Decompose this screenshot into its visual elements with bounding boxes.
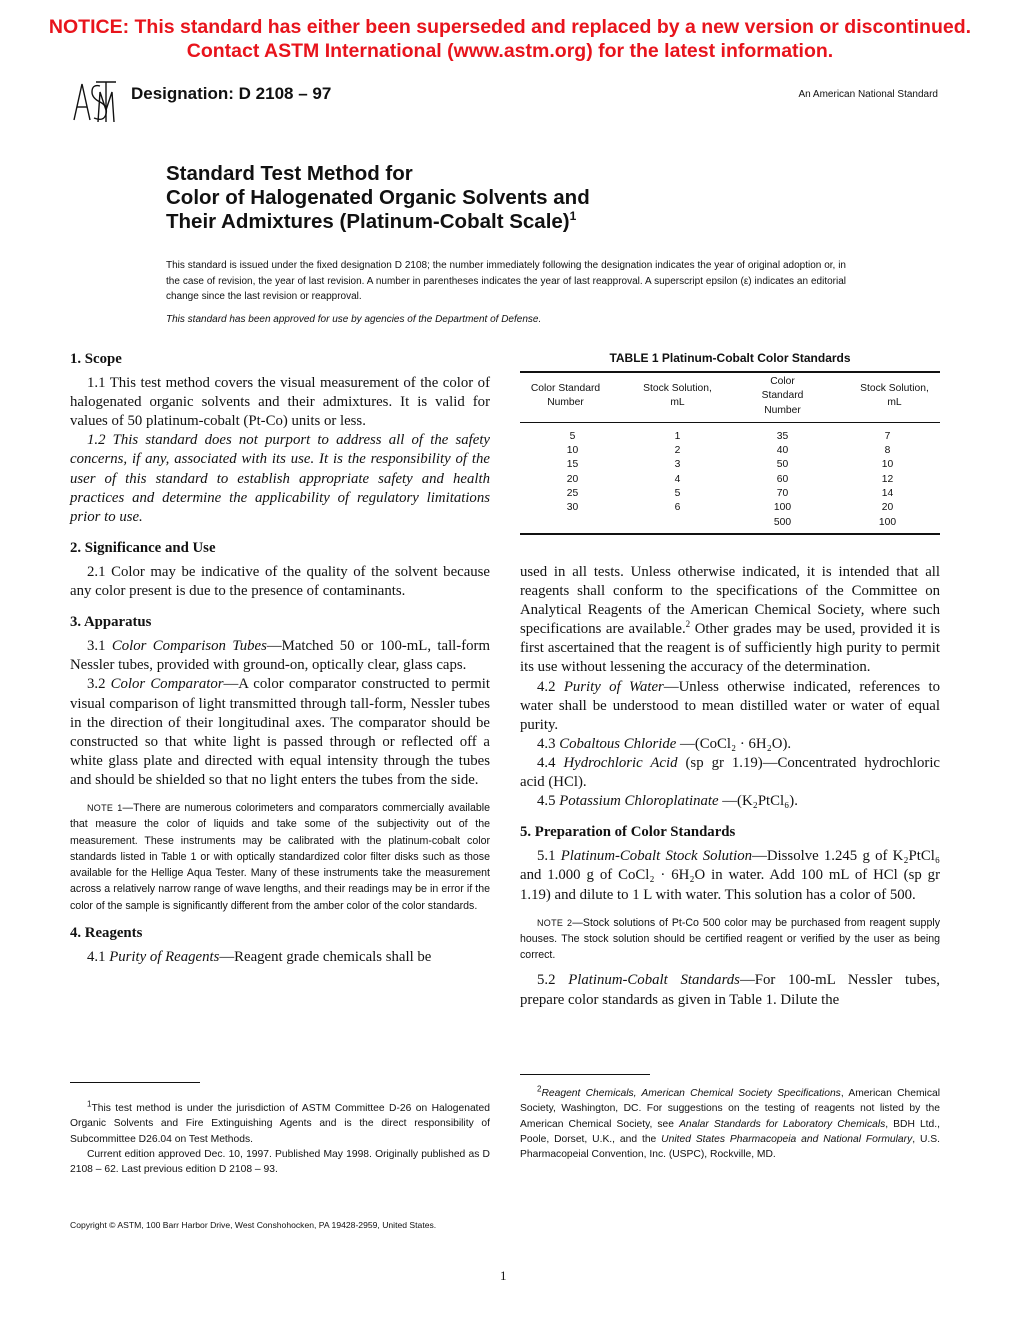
table-cell: 3 <box>674 459 681 471</box>
table-row <box>520 422 940 444</box>
page-number: 1 <box>500 1268 507 1283</box>
paragraph-4-5-term: Potassium Chloroplatinate <box>559 793 719 810</box>
title-line-3-text: Their Admixtures (Platinum-Cobalt Scale) <box>166 210 570 233</box>
table-cell: 20 <box>881 502 894 514</box>
table-row <box>520 473 940 487</box>
footnote-2-text-2: , BDH Ltd., Poole, Dorset, U.K., and the <box>520 1118 940 1145</box>
paragraph-5-2-number: 5.2 <box>537 972 569 989</box>
paragraph-3-1-text: —Matched 50 or 100-mL, tall-form Nessler tubes, provided with ground-on, optically clear, glass caps. <box>70 638 490 674</box>
paragraph-5-1 <box>520 847 940 904</box>
table-cell: 20 <box>566 473 579 485</box>
footnote-1 <box>70 1101 490 1177</box>
footnote-2-text-1: , American Chemical Society, Washington, DC. For suggestions on the testing of reagents not listed by the American Chemical Society, see <box>520 1088 941 1130</box>
paragraph-4-3 <box>520 735 940 754</box>
notice-line-1: NOTICE: This standard has either been superseded and replaced by a new version or discontinued. <box>48 16 972 38</box>
note-2 <box>520 915 940 964</box>
document-title <box>166 162 786 234</box>
note-1-label: NOTE 1 <box>87 802 123 813</box>
table-cell: 6 <box>674 502 681 514</box>
table-cell: 30 <box>566 502 579 514</box>
paragraph-5-2 <box>520 971 940 1009</box>
table-1 <box>520 371 940 535</box>
table-cell: 35 <box>776 430 789 442</box>
paragraph-4-2-term: Purity of Water <box>563 678 664 695</box>
paragraph-4-1-continued-text-a: used in all tests. Unless otherwise indicated, it is intended that all reagents shall conform to the specifications of the Committee on Analytical Reagents of the American Chemical Society, where such specifications are available. <box>520 564 940 638</box>
section-reagents-heading: 4. Reagents <box>70 925 143 942</box>
footnote-rule-left <box>70 1082 200 1083</box>
paragraph-4-2-text: —Unless otherwise indicated, references to water shall be understood to mean distilled water or water of equal purity. <box>520 678 940 733</box>
footnote-2-italic-3: United States Pharmacopeia and National Formulary <box>661 1133 913 1145</box>
table-header-cell: Stock Solution, mL <box>835 372 940 422</box>
table-cell: 10 <box>566 445 579 457</box>
title-line-1: Standard Test Method for <box>166 162 413 185</box>
table-cell: 500 <box>730 516 835 534</box>
table-cell: 70 <box>776 488 789 500</box>
paragraph-1-2: 1.2 This standard does not purport to address all of the safety concerns, if any, associated with its use. It is the responsibility of the user of this standard to establish appropriate safety and health practices and determine the applicability of regulatory limitations prior to use. <box>70 432 490 525</box>
table-1-title: TABLE 1 Platinum-Cobalt Color Standards <box>609 351 851 365</box>
paragraph-3-1 <box>70 637 490 675</box>
section-apparatus-heading: 3. Apparatus <box>70 614 152 631</box>
paragraph-1-1: 1.1 This test method covers the visual measurement of the color of halogenated organic solvents and their admixtures. It is valid for values of 50 platinum-cobalt (Pt-Co) units or less. <box>70 375 490 430</box>
paragraph-4-1-term: Purity of Reagents <box>109 949 220 966</box>
section-preparation-heading: 5. Preparation of Color Standards <box>520 824 736 841</box>
table-cell <box>520 516 625 534</box>
footnote-rule-right <box>520 1074 650 1075</box>
table-cell: 14 <box>881 488 894 500</box>
section-scope-heading: 1. Scope <box>70 351 122 367</box>
copyright: Copyright © ASTM, 100 Barr Harbor Drive, West Conshohocken, PA 19428-2959, United States. <box>70 1220 437 1230</box>
table-row <box>520 501 940 515</box>
left-column <box>70 350 490 967</box>
notice-line-2: Contact ASTM International (www.astm.org) for the latest information. <box>186 40 834 62</box>
table-cell: 5 <box>674 488 681 500</box>
paragraph-3-2-number: 3.2 <box>87 676 111 693</box>
paragraph-5-1-number: 5.1 <box>537 848 561 865</box>
table-cell: 12 <box>881 473 894 485</box>
paragraph-3-1-number: 3.1 <box>87 638 112 655</box>
paragraph-5-1-text: —Dissolve 1.245 g of K₂PtCl₆ and 1.000 g of CoCl₂ · 6H₂O in water. Add 100 mL of HCl (sp gr 1.19) and dilute to 1 L with water. This solution has a color of 500. <box>520 848 940 903</box>
table-header-row <box>520 372 940 422</box>
note-1-text: —There are numerous colorimeters and comparators commercially available that measure the color of liquids and take some of the subjectivity out of the measurement. These instruments may be calibrated with the platinum-cobalt color standards listed in Table 1 or with optically standardized color filter disks such as those available for the Hellige Aqua Tester. Many of these instruments take the measurement across a relatively narrow range of wave lengths, and their readings may be in error if the color of the sample is significantly different from the amber color of the color standards. <box>70 801 490 912</box>
paragraph-4-5-number: 4.5 <box>537 793 560 810</box>
paragraph-3-2 <box>70 675 490 790</box>
table-row <box>520 444 940 458</box>
paragraph-5-2-term: Platinum-Cobalt Standards <box>568 972 740 989</box>
paragraph-4-2 <box>520 678 940 735</box>
table-cell: 100 <box>773 502 792 514</box>
table-cell: 50 <box>776 459 789 471</box>
table-cell: 5 <box>569 430 576 442</box>
table-header-cell: Color Standard Number <box>730 372 835 422</box>
table-row <box>520 458 940 472</box>
table-row <box>520 516 940 534</box>
table-cell: 7 <box>884 430 891 442</box>
footnote-1-mark: 1 <box>87 1099 92 1109</box>
table-header-cell: Color Standard Number <box>520 372 625 422</box>
designation: Designation: D 2108 – 97 <box>131 84 332 103</box>
footnote-2-italic-2: Analar Standards for Laboratory Chemicals <box>679 1118 886 1130</box>
paragraph-4-4-text: (sp gr 1.19)—Concentrated hydrochloric acid (HCl). <box>520 754 940 791</box>
paragraph-4-2-number: 4.2 <box>537 678 564 695</box>
paragraph-2-1: 2.1 Color may be indicative of the quality of the solvent because any color present is due to the presence of contaminants. <box>70 563 490 600</box>
table-cell: 60 <box>776 473 789 485</box>
paragraph-4-4-number: 4.4 <box>537 754 564 771</box>
paragraph-4-4-term: Hydrochloric Acid <box>563 754 678 771</box>
table-header-cell: Stock Solution, mL <box>625 372 730 422</box>
title-footnote-mark: 1 <box>569 209 577 224</box>
right-column <box>520 563 940 1010</box>
table-cell: 4 <box>674 473 681 485</box>
section-significance-heading: 2. Significance and Use <box>70 539 216 556</box>
paragraph-4-5-text: —(K₂PtCl₆). <box>718 793 798 810</box>
title-line-3 <box>166 210 786 234</box>
issued-statement: This standard is issued under the fixed designation D 2108; the number immediately following the designation indicates the year of original adoption or, in the case of revision, the year of last revision. A number in parentheses indicates the year of last reapproval. A superscript epsilon (ε) indicates an editorial change since the last revision or reapproval. <box>166 260 846 302</box>
paragraph-5-1-term: Platinum-Cobalt Stock Solution <box>560 848 753 865</box>
paragraph-4-5 <box>520 792 940 811</box>
table-row <box>520 487 940 501</box>
note-2-text: —Stock solutions of Pt-Co 500 color may be purchased from reagent supply houses. The stock solution should be certified reagent or verified by the user as being correct. <box>520 916 940 962</box>
footnote-2-italic-1: Reagent Chemicals, American Chemical Society Specifications <box>541 1088 841 1099</box>
table-cell: 8 <box>884 445 891 457</box>
paragraph-4-3-number: 4.3 <box>537 735 560 752</box>
table-cell: 40 <box>776 445 789 457</box>
table-cell: 2 <box>674 445 681 457</box>
title-line-2: Color of Halogenated Organic Solvents and <box>166 186 590 209</box>
paragraph-4-1-continued <box>520 563 940 678</box>
footnote-1-text-2: Current edition approved Dec. 10, 1997. Published May 1998. Originally published as D 2108 – 62. Last previous edition D 2108 – 93. <box>70 1148 490 1176</box>
astm-logo <box>70 80 120 124</box>
note-2-label: NOTE 2 <box>537 917 573 928</box>
paragraph-3-2-term: Color Comparator <box>110 676 224 693</box>
table-cell: 10 <box>881 459 894 471</box>
paragraph-4-1-text: —Reagent grade chemicals shall be <box>219 949 432 966</box>
paragraph-4-4 <box>520 754 940 792</box>
table-cell: 15 <box>566 459 579 471</box>
footnote-1-text: This test method is under the jurisdiction of ASTM Committee D-26 on Halogenated Organic Solvents and Fire Extinguishing Agents and is the direct responsibility of Subcommittee D26.04 on Test Methods. <box>70 1103 490 1145</box>
paragraph-4-3-term: Cobaltous Chloride <box>559 735 677 752</box>
footnote-2-text-3: , U.S. Pharmacopeial Convention, Inc. (USPC), Rockville, MD. <box>520 1133 941 1161</box>
paragraph-3-2-text: —A color comparator constructed to permit visual comparison of light transmitted through tall-form, Nessler tubes in the direction of their longitudinal axes. The comparator should be constructed so that white light is passed through or reflected off a white glass plate and directed with equal intensity through the tubes and should be shielded so that no light enters the tubes from the side. <box>70 676 490 788</box>
note-1 <box>70 800 490 914</box>
paragraph-5-2-text: —For 100-mL Nessler tubes, prepare color standards as given in Table 1. Dilute the <box>520 972 940 1008</box>
paragraph-4-1-continued-text-b: Other grades may be used, provided it is first ascertained that the reagent is of sufficiently high purity to permit its use without lessening the accuracy of the determination. <box>520 621 941 676</box>
footnote-2 <box>520 1086 940 1162</box>
footnote-2-reference: 2 <box>685 619 691 630</box>
table-cell: 1 <box>674 430 681 442</box>
paragraph-3-1-term: Color Comparison Tubes <box>111 638 267 655</box>
approval-statement: This standard has been approved for use by agencies of the Department of Defense. <box>166 314 542 325</box>
paragraph-4-1-number: 4.1 <box>87 949 110 966</box>
footnote-2-mark: 2 <box>537 1084 542 1094</box>
table-cell: 25 <box>566 488 579 500</box>
american-national-standard: An American National Standard <box>798 89 938 100</box>
table-cell: 100 <box>835 516 940 534</box>
paragraph-4-1 <box>70 948 490 967</box>
table-cell <box>625 516 730 534</box>
paragraph-4-3-text: —(CoCl₂ · 6H₂O). <box>676 735 792 752</box>
